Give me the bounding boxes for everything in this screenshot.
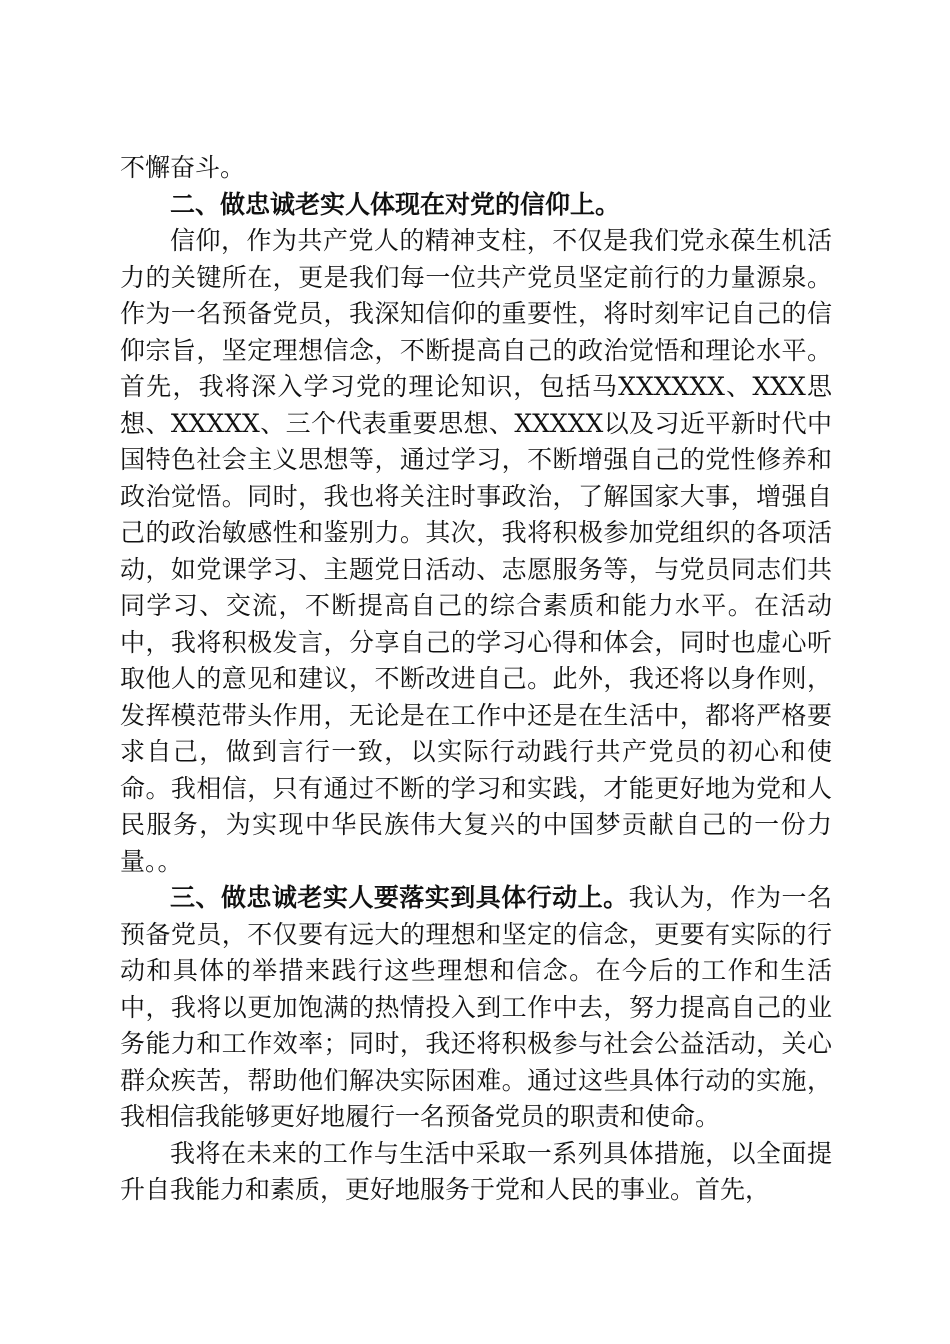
paragraph-action-body: 我认为，作为一名预备党员，不仅要有远大的理想和坚定的信念，更要有实际的行动和具体的举措来践行这些理想和信念。在今后的工作和生活中，我将以更加饱满的热情投入到工作中去，努力提高自己的业务能力和工作效率；同时，我还将积极参与社会公益活动，关心群众疾苦，帮助他们解决实际困难。通过这些具体行动的实施，我相信我能够更好地履行一名预备党员的职责和使命。 — [120, 883, 832, 1131]
section-heading-2: 二、做忠诚老实人体现在对党的信仰上。 — [170, 189, 621, 219]
section-heading-3: 三、做忠诚老实人要落实到具体行动上。 — [170, 883, 629, 912]
document-page — [120, 150, 832, 1209]
paragraph-action — [120, 880, 832, 1136]
paragraph-measures: 我将在未来的工作与生活中采取一系列具体措施，以全面提升自我能力和素质，更好地服务于党和人民的事业。首先， — [120, 1138, 832, 1204]
paragraph-faith: 信仰，作为共产党人的精神支柱，不仅是我们党永葆生机活力的关键所在，更是我们每一位共产党员坚定前行的力量源泉。作为一名预备党员，我深知信仰的重要性，将时刻牢记自己的信仰宗旨，坚定理想信念，不断提高自己的政治觉悟和理论水平。首先，我将深入学习党的理论知识，包括马XXXXXX、XXX思想、XXXXX、三个代表重要思想、XXXXX以及习近平新时代中国特色社会主义思想等，通过学习，不断增强自己的党性修养和政治觉悟。同时，我也将关注时事政治，了解国家大事，增强自己的政治敏感性和鉴别力。其次，我将积极参加党组织的各项活动，如党课学习、主题党日活动、志愿服务等，与党员同志们共同学习、交流，不断提高自己的综合素质和能力水平。在活动中，我将积极发言，分享自己的学习心得和体会，同时也虚心听取他人的意见和建议，不断改进自己。此外，我还将以身作则，发挥模范带头作用，无论是在工作中还是在生活中，都将严格要求自己，做到言行一致，以实际行动践行共产党员的初心和使命。我相信，只有通过不断的学习和实践，才能更好地为党和人民服务，为实现中华民族伟大复兴的中国梦贡献自己的一份力量。。 — [120, 226, 832, 876]
paragraph-continuation: 不懈奋斗。 — [120, 153, 246, 182]
